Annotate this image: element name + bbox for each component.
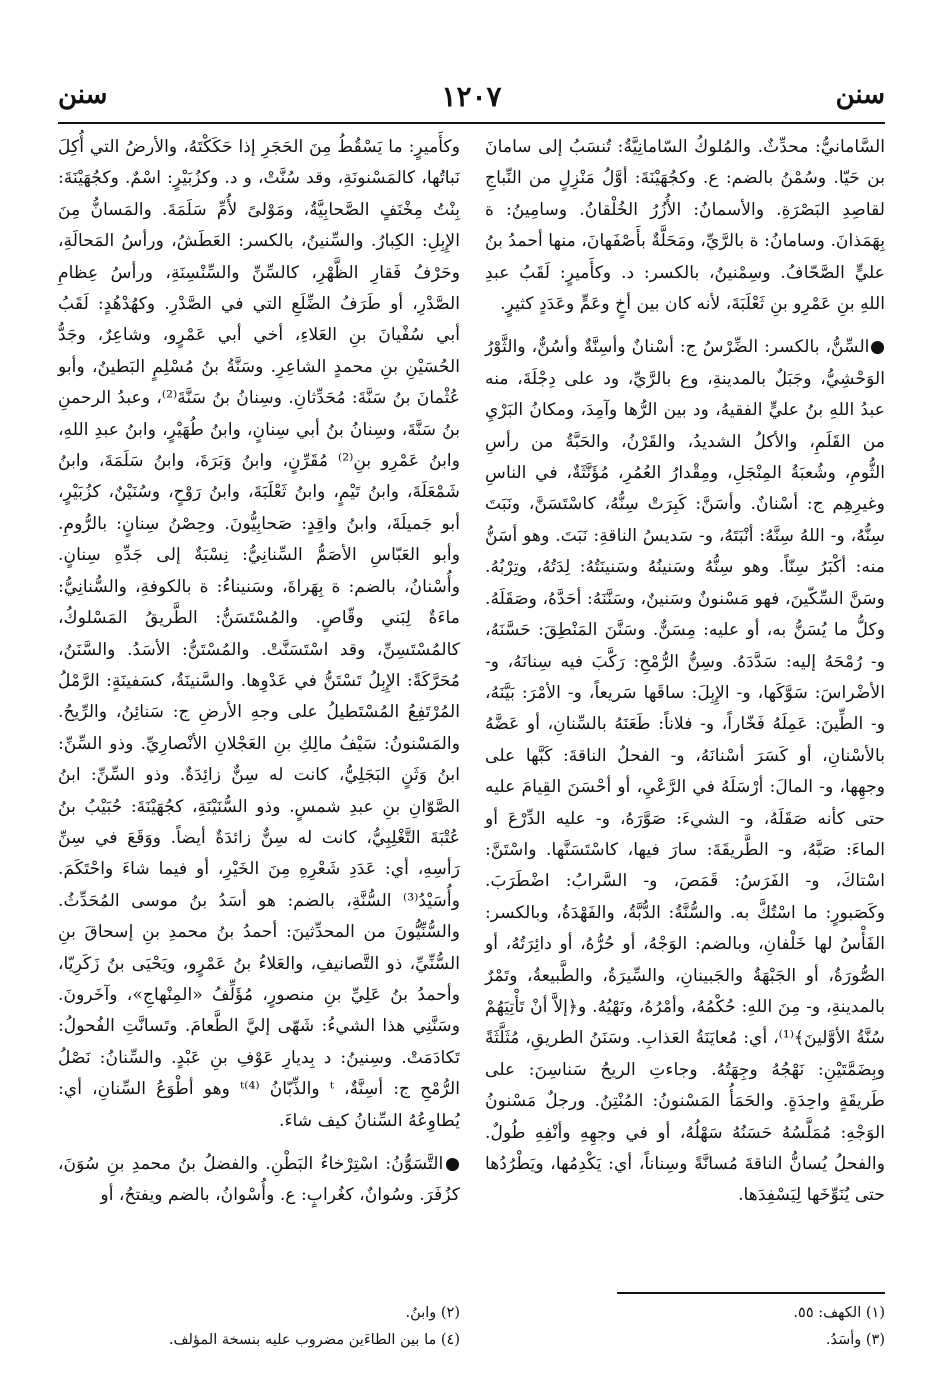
footnotes-right [485, 1300, 885, 1354]
paragraph: السَّامانيُّ: محدِّثٌ. والمُلوكُ السّامانِيَّةُ: تُنسَبُ إلى سامانَ بن حَيّا. وسُمْنُ بالضم: ع. وكجُهَيْنَةَ: أوَّلُ مَنْزِلٍ من النِّباجِ لقاصِدِ البَصْرَةِ. والأسمانُ: الأُزُرُ الخُلْقانُ. وسامِينُ: ة بِهَمَذانَ. وسامانُ: ة بالرَّيِّ، ومَحَلَّةٌ بأَصْفَهانَ، منها أحمدُ بنُ عليٍّ الصَّحّافُ. وسِمْنينُ، بالكسر: د. وكأَميرٍ: لَقَبُ عبدِ اللهِ بنِ عَمْرِو بنِ ثَعْلَبَةَ، لأنه كان بين أخٍ وعَمٍّ وعَدَدٍ كثيرٍ. [485, 137, 885, 315]
paragraph: وكأَميرٍ: ما يَسْقُطُ مِنَ الحَجَرِ إذا حَكَكْتَهُ، والأرضُ التي أُكِلَ نَباتُها، كالمَسْنونَةِ، وقد سُنَّتْ، و د. وكزُبَيْرٍ: اسْمٌ. وكجُهَيْنَةَ: بِنْتُ مِخْنَفٍ الصَّحابِيَّةُ، ومَوْلىً لأُمِّ سَلَمَةَ. والمَسانُّ مِنَ الإِبِلِ: الكِبارُ. والسِّنينُ، بالكسر: العَطَشُ، ورأسُ المَحالَةِ، وحَرْفُ فَقارِ الظَّهْرِ، كالسِّنِّ والسِّنْسِنَةِ، ورأسُ عِظامِ الصَّدْرِ، أو طَرَفُ الضِّلَعِ التي في الصَّدْرِ. وكهُدْهُدٍ: لَقَبُ أبي سُفْيانَ بنِ العَلاءِ، أخي أبي عَمْرٍو، وشاعِرٌ، وجَدُّ الحُسَيْنِ بنِ محمدٍ الشاعِرِ. وسَنَّةُ بنُ مُسْلِمٍ البَطينُ، وأبو عُثْمانَ بنُ سَنَّةَ: مُحَدِّثانِ. وسِنانُ بنُ سَنَّةَ⁽²⁾، وعبدُ الرحمنِ بنُ سَنَّةَ، وسِنانُ بنُ أبي سِنانٍ، وابنُ طُهَيْرٍ، وابنُ عبدِ اللهِ، وابنُ عَمْرِو بنِ⁽²⁾ مُقَرِّنٍ، وابنُ وَبَرَةَ، وابنُ سَلَمَةَ، وابنُ شَمْعَلَةَ، وابنُ تَيْمٍ، وابنُ ثَعْلَبَةَ، وابنُ رَوْحٍ، وسُنَيْنٌ، كزُبَيْرٍ، أبو جَميلَةَ، وابنُ واقِدٍ: صَحابِيُّونَ. وحِصْنُ سِنانٍ: بالرُّومِ. وأبو العَبّاسِ الأصَمُّ السِّنانِيُّ: نِسْبَةٌ إلى جَدِّهِ سِنانٍ. وأُسْنانُ، بالضم: ة بِهَراةَ، وسَنيناءُ: ة بالكوفةِ، والسُّنانِيُّ: ماءَةٌ لِبَني وقّاصٍ. والمُسْتَسَنُّ: الطَّريقُ المَسْلوكُ، كالمُسْتَسِنِّ، وقد اسْتَسَنَّتْ. والمُسْتَنُّ: الأسَدُ. والسَّنَنُ، مُحَرَّكَةً: الإِبِلُ تَسْتَنُّ في عَدْوِها. والسَّنينَةُ، كسَفينَةٍ: الرَّمْلُ المُرْتَفِعُ المُسْتَطيلُ على وجهِ الأرضِ ج: سَنائِنُ، والرِّيحُ. والمَسْنونُ: سَيْفُ مالِكِ بنِ العَجْلانِ الأنْصارِيِّ. وذو السِّنِّ: ابنُ وَثَنٍ البَجَلِيُّ، كانت له سِنٌّ زائِدَةٌ. وذو السِّنِّ: ابنُ الصَّوّانِ بنِ عبدِ شمسٍ. وذو السُّنَيْنَةِ، كجُهَيْنَةَ: حُبَيْبُ بنُ عُتْبَةَ التَّغْلِبِيُّ، كانت له سِنٌّ زائدَةٌ أيضاً. ووَقَعَ في سِنِّ رَأسِهِ، أي: عَدَدِ شَعْرِهِ مِنَ الخَيْرِ، أو فيما شاءَ واحْتَكَمَ. وأُسَيْدُ⁽³⁾ السُّنَّةِ، بالضم: هو أسَدُ بنُ موسى المُحَدِّثُ. والسُّنِّيُّونَ من المحدِّثينَ: أحمدُ بنُ محمدِ بنِ إسحاقَ بنِ السُّنِّيِّ، ذو التَّصانيفِ، والعَلاءُ بنُ عَمْرٍو، ويَحْيَى بنُ زَكَرِيّا، وأحمدُ بنُ عَلِيِّ بنِ منصورٍ، مُؤَلِّفُ «المِنْهاجِ»، وآخَرونَ. وسَنَّنِي هذا الشيءُ: شَهّى إليَّ الطَّعامَ. وتَسانَّتِ الفُحولُ: تَكادَمَتْ. وسِنينُ: د بِديارِ عَوْفِ بنِ عَبْدٍ. والسِّنانُ: نَصْلُ الرُّمْحِ ج: أسِنَّةٌ، ᵗ والذِّبّانُ ᵗ⁽⁴⁾ وهو أطْوَعُ السِّنانِ، أي: يُطاوِعُهُ السِّنانُ كيف شاءَ. [58, 137, 460, 1131]
footnotes-left [58, 1300, 460, 1354]
paragraph: ●السِّنُّ، بالكسر: الضِّرْسُ ج: أسْنانٌ وأسِنَّةٌ وأسُنٌّ، والثَّوْرُ الوَحْشِيُّ، وجَبَلٌ بالمدينةِ، وع بالرَّيِّ، ود على دِجْلَةَ، منه عبدُ اللهِ بنُ عليٍّ الفقيهُ، ود بين الرُّها وآمِدَ، ومكانُ البَرْيِ من القَلَمِ، والأكلُ الشديدُ، والقَرْنُ، والحَبَّةُ من رأسِ الثُّومِ، وشُعبَةُ المِنْجَلِ، ومِقْدارُ العُمُرِ، مُؤَنَّثَةٌ، في الناسِ وغيرِهِم ج: أسْنانٌ. وأسَنَّ: كَبِرَتْ سِنُّهُ، كاسْتَسَنَّ، ونَبَتَ سِنُّهُ، و- اللهُ سِنَّهُ: أنْبَتَهُ، و- سَديسُ الناقةِ: نَبَتَ. وهو أسَنُّ منه: أكْبَرُ سِنّاً. وهو سِنُّهُ وسَنينُهُ وسَنينَتُهُ: لِدَتُهُ، وتِرْبُهُ. وسَنَّ السِّكّينَ، فهو مَسْنونٌ وسَنينٌ، وسَنَّنَهُ: أحَدَّهُ، وصَقَلَهُ. وكلُّ ما يُسَنُّ به، أو عليه: مِسَنٌّ. وسَنَّنَ المَنْطِقَ: حَسَّنَهُ، و- رُمْحَهُ إليه: سَدَّدَهُ. وسِنُّ الرُّمْحِ: رَكَّبَ فيه سِنانَهُ، و- الأضْراسَ: سَوَّكَها، و- الإِبِلَ: ساقَها سَريعاً، و- الأمْرَ: بَيَّنَهُ، و- الطِّينَ: عَمِلَهُ فَخّاراً، و- فلاناً: طَعَنَهُ بالسِّنانِ، أو عَضَّهُ بالأسْنانِ، أو كَسَرَ أسْنانَهُ، و- الفحلُ الناقةَ: كَبَّها على وجهِها، و- المالَ: أرْسَلَهُ في الرَّعْيِ، أو أحْسَنَ القِيامَ عليه حتى كأنه صَقَلَهُ، و- الشيءَ: صَوَّرَهُ، و- عليه الدِّرْعَ أو الماءَ: صَبَّهُ، و- الطَّريقَةَ: سارَ فيها، كاسْتَسَنَّها. واسْتَنَّ: اسْتاكَ، و- الفَرَسُ: قَمَصَ، و- السَّرابُ: اضْطَرَبَ. وكَصَبورٍ: ما اسْتُكَّ به. والسُّنَّةُ: الدُّبَّةُ، والفَهْدَةُ، وبالكسر: الفَأْسُ لها خَلْفانِ، وبالضم: الوَجْهُ، أو حُرُّهُ، أو دائِرَتُهُ، أو الصُّورَةُ، أو الجَبْهَةُ والجَبينانِ، والسِّيرَةُ، والطَّبيعةُ، وتَمْرٌ بالمدينةِ، و- مِنَ اللهِ: حُكْمُهُ، وأمْرُهُ، ونَهْيُهُ. و﴿إلاَّ أنْ تَأْتِيَهُمْ سُنَّةُ الأوَّلينَ﴾⁽¹⁾، أي: مُعايَنَةُ العَذابِ. وسَنَنُ الطريقِ، مُثَلَّثَةً وبِضَمَّتَيْنِ: نَهْجُهُ وجِهَتُهُ. وجاءتِ الريحُ سَناسِنَ: على طَريقَةٍ واحِدَةٍ. والحَمَأُ المَسْنونُ: المُنْتِنُ. ورجلٌ مَسْنونُ الوَجْهِ: مُمَلَّسُهُ حَسَنُهُ سَهْلُهُ، أو في وجهِهِ وأنْفِهِ طُولٌ. والفحلُ يُسانُّ الناقةَ مُسانَّةً وسِناناً، أي: يَكْدِمُها، ويَطْرُدُها حتى يُنَوِّخَها لِيَسْفِدَها. [485, 337, 885, 1206]
header-rule [58, 122, 885, 124]
footnote: (٢) وابنُ. [405, 1305, 460, 1321]
footnote-rule [617, 1292, 885, 1294]
header-keyword-left: سنن [58, 80, 108, 110]
page-header [58, 80, 885, 120]
right-column [485, 132, 885, 1212]
footnote: (٣) وأسَدُ. [825, 1332, 885, 1348]
footnote: (١) الكهف: ٥٥. [793, 1305, 885, 1321]
header-keyword-right: سنن [835, 80, 885, 110]
footnote: (٤) ما بين الطاءَين مضروب عليه بنسخة المؤلف. [168, 1332, 460, 1348]
page-number: ١٢٠٧ [441, 80, 502, 113]
paragraph: ●التَّسَوُّنُ: اسْتِرْخاءُ البَطْنِ. والفضلُ بنُ محمدِ بنِ سُوَنَ، كزُفَرَ. وسُوانٌ، كغُرابٍ: ع. وأُسْوانُ، بالضم ويفتحُ، أو [58, 1154, 460, 1206]
left-column [58, 132, 460, 1212]
